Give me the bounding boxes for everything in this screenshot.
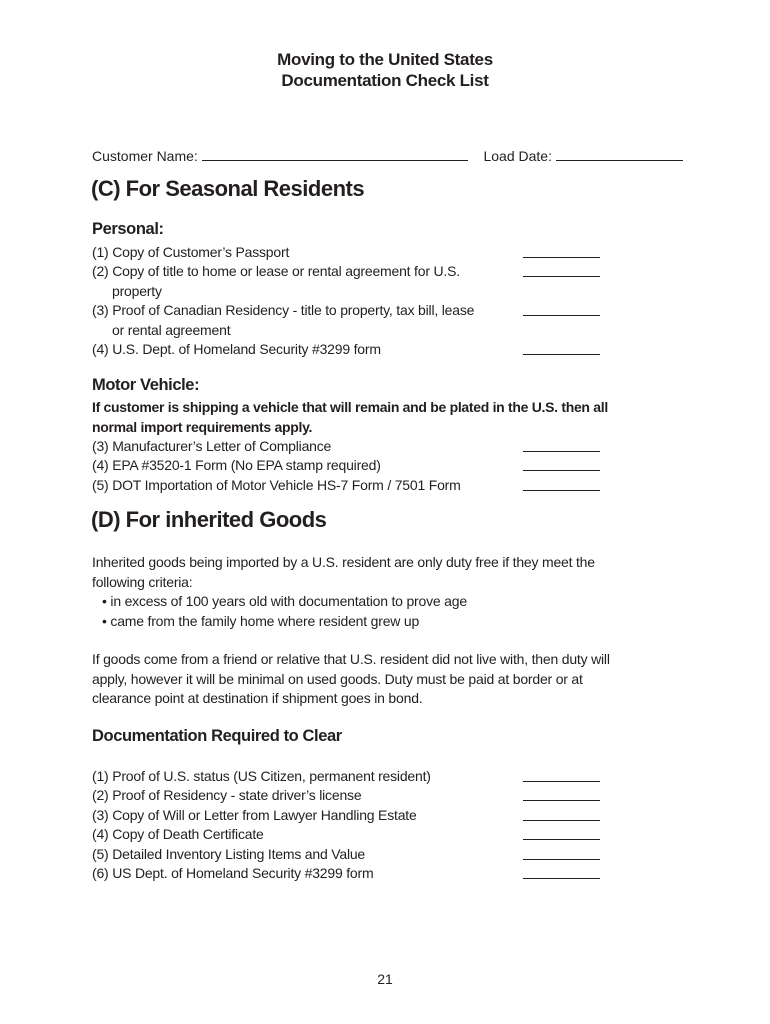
- doc-item-6: (6) US Dept. of Homeland Security #3299 form: [92, 865, 374, 881]
- vehicle-item-3: (3) Manufacturer’s Letter of Compliance: [92, 438, 332, 454]
- personal-item-1: (1) Copy of Customer’s Passport: [92, 244, 290, 260]
- doc-item-1-check-line[interactable]: [523, 781, 600, 782]
- title-line-1: Moving to the United States: [277, 50, 493, 69]
- motor-vehicle-note: If customer is shipping a vehicle that will remain and be plated in the U.S. then all normal import requirements apply.: [92, 399, 608, 435]
- personal-item-4-check-line[interactable]: [523, 354, 600, 355]
- page-title: [0, 49, 770, 91]
- personal-item-2: (2) Copy of title to home or lease or rental agreement for U.S. property: [92, 263, 460, 299]
- section-c-heading: (C) For Seasonal Residents: [91, 176, 365, 201]
- doc-item-3-check-line[interactable]: [523, 820, 600, 821]
- vehicle-item-4: (4) EPA #3520-1 Form (No EPA stamp required): [92, 457, 381, 473]
- page-number: 21: [377, 971, 393, 987]
- doc-item-5: (5) Detailed Inventory Listing Items and Value: [92, 846, 366, 862]
- doc-item-4-check-line[interactable]: [523, 839, 600, 840]
- vehicle-item-5-check-line[interactable]: [523, 490, 600, 491]
- load-date-field[interactable]: [556, 146, 683, 161]
- customer-line: [92, 146, 683, 164]
- personal-item-3-check-line[interactable]: [523, 315, 600, 316]
- vehicle-item-4-check-line[interactable]: [523, 470, 600, 471]
- personal-item-2-check-line[interactable]: [523, 276, 600, 277]
- personal-heading: Personal:: [92, 220, 164, 238]
- title-line-2: Documentation Check List: [281, 71, 489, 90]
- duty-paragraph: If goods come from a friend or relative that U.S. resident did not live with, then duty will apply, however it will be minimal on used goods. Duty must be paid at border or at clearance point at destination if shipment goes in bond.: [92, 651, 610, 706]
- customer-name-field[interactable]: [202, 146, 468, 161]
- criteria-bullet-1: • in excess of 100 years old with documentation to prove age: [102, 593, 467, 609]
- section-d-heading: (D) For inherited Goods: [91, 507, 327, 532]
- section-d-intro: Inherited goods being imported by a U.S. resident are only duty free if they meet the following criteria: • in excess of 100 years old with documentation to prove age • came from the family home where resident grew up: [92, 553, 692, 631]
- load-date-label: Load Date:: [483, 148, 552, 164]
- doc-item-2-check-line[interactable]: [523, 800, 600, 801]
- personal-item-3: (3) Proof of Canadian Residency - title to property, tax bill, lease or rental agreement: [92, 302, 475, 338]
- documentation-heading: Documentation Required to Clear: [92, 727, 342, 745]
- criteria-bullet-2: • came from the family home where resident grew up: [102, 612, 420, 629]
- motor-vehicle-heading: Motor Vehicle:: [92, 376, 200, 394]
- doc-item-6-check-line[interactable]: [523, 878, 600, 879]
- personal-item-4: (4) U.S. Dept. of Homeland Security #3299 form: [92, 341, 381, 357]
- personal-item-1-check-line[interactable]: [523, 257, 600, 258]
- doc-item-3: (3) Copy of Will or Letter from Lawyer Handling Estate: [92, 807, 417, 823]
- doc-item-5-check-line[interactable]: [523, 859, 600, 860]
- vehicle-item-5: (5) DOT Importation of Motor Vehicle HS-7 Form / 7501 Form: [92, 477, 461, 493]
- doc-item-1: (1) Proof of U.S. status (US Citizen, permanent resident): [92, 768, 431, 784]
- customer-name-label: Customer Name:: [92, 148, 198, 164]
- doc-item-4: (4) Copy of Death Certificate: [92, 826, 264, 842]
- vehicle-item-3-check-line[interactable]: [523, 451, 600, 452]
- doc-item-2: (2) Proof of Residency - state driver’s license: [92, 787, 362, 803]
